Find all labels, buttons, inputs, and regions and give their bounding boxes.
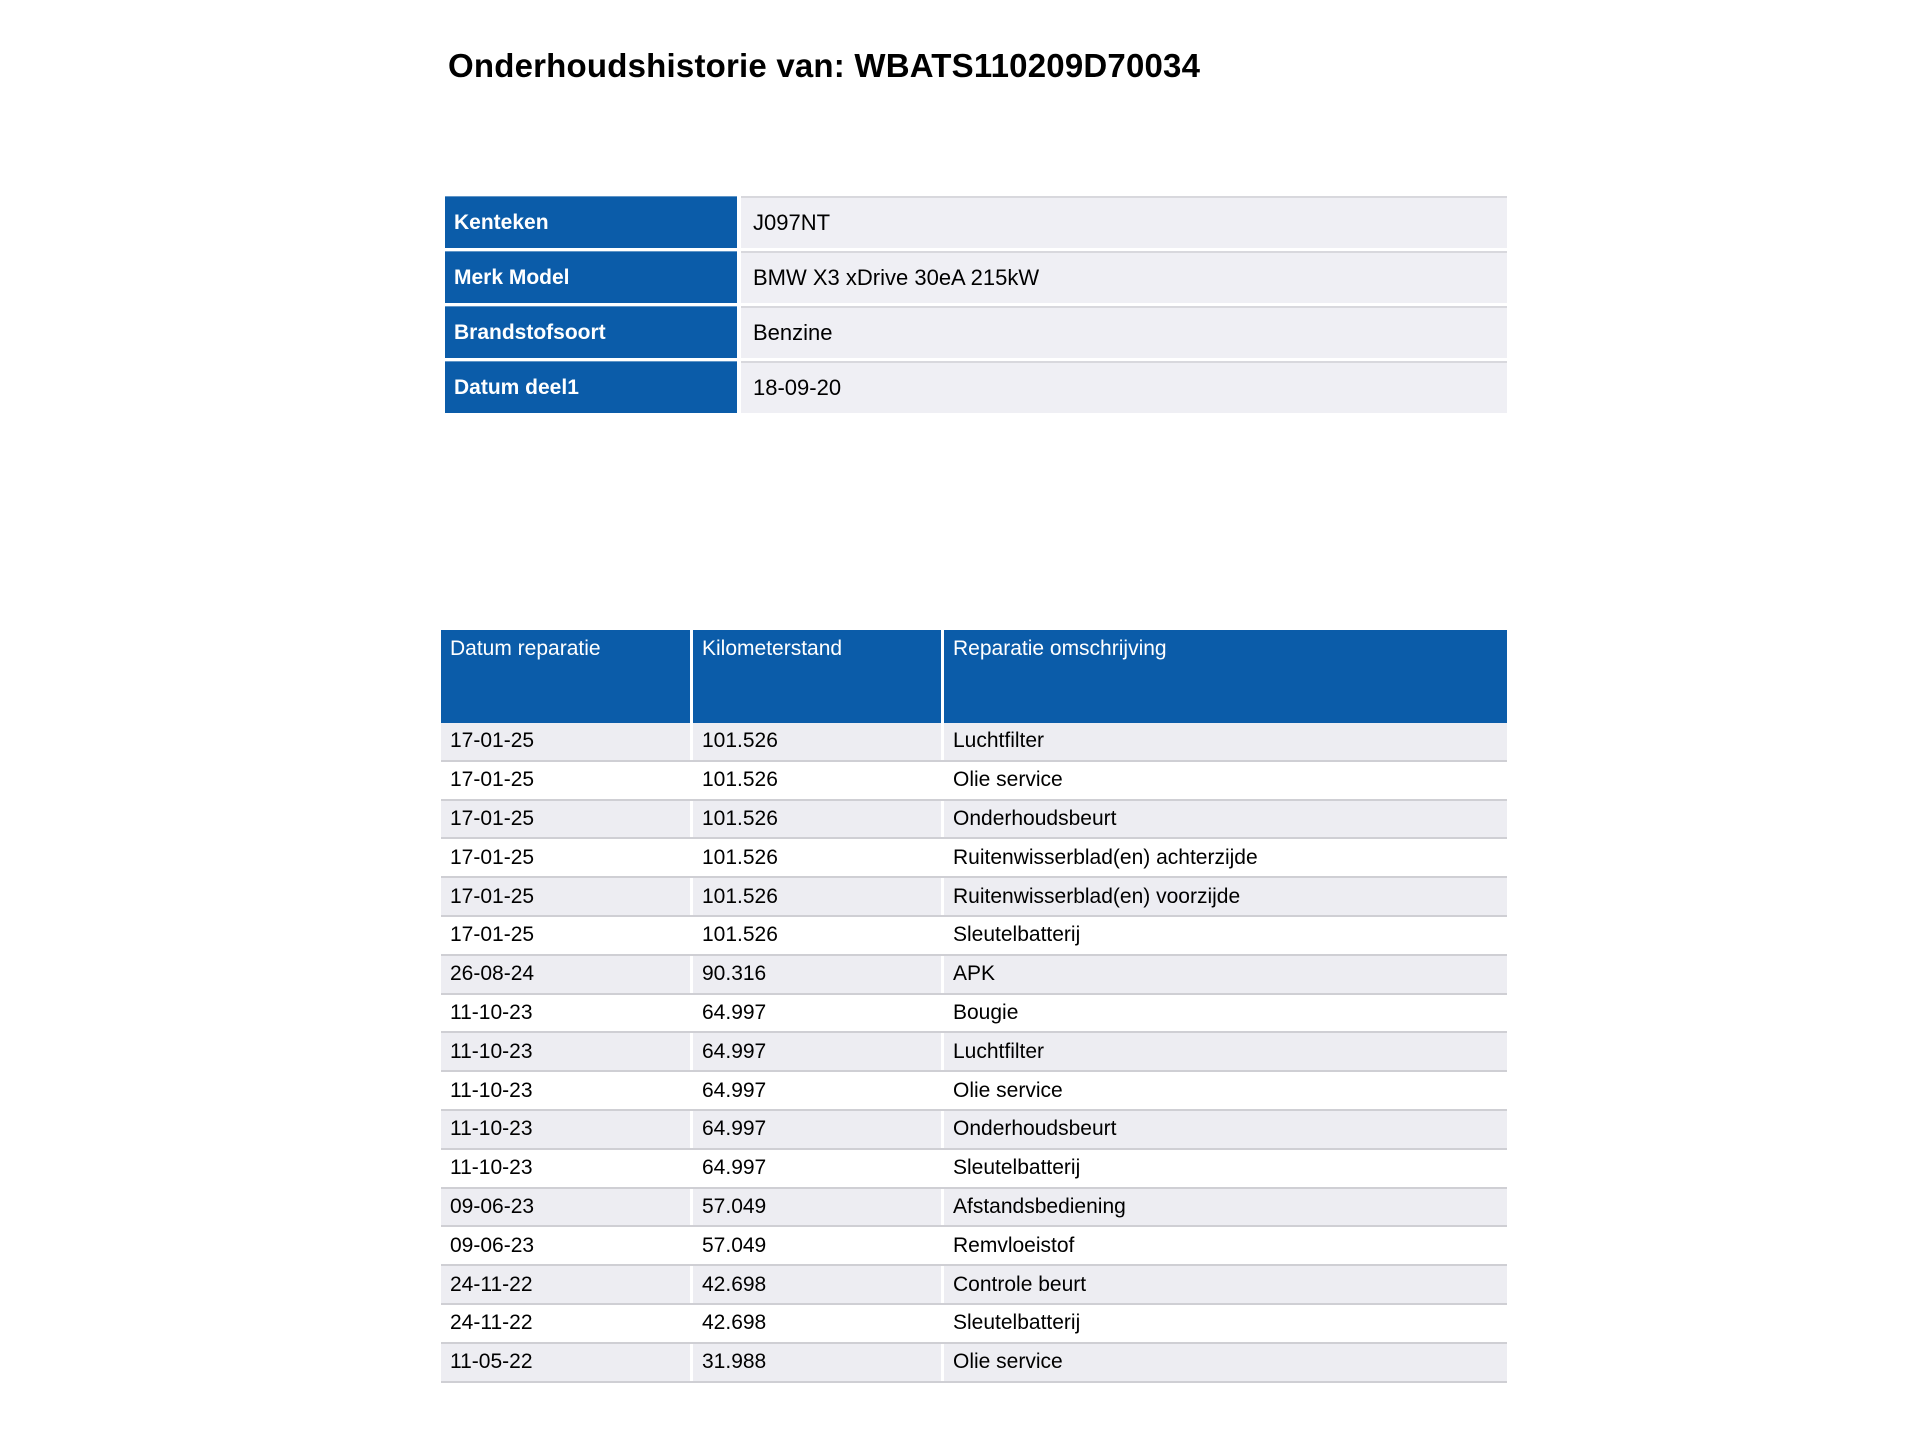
cell-date: 17-01-25	[441, 801, 690, 838]
table-row	[441, 1344, 1507, 1383]
cell-date: 17-01-25	[441, 917, 690, 954]
cell-date: 17-01-25	[441, 839, 690, 876]
info-value-datum-deel1: 18-09-20	[741, 361, 1507, 413]
cell-km: 42.698	[693, 1266, 941, 1303]
table-row	[441, 762, 1507, 801]
cell-date: 11-10-23	[441, 1150, 690, 1187]
table-row	[441, 839, 1507, 878]
cell-date: 11-10-23	[441, 1072, 690, 1109]
info-value-merk-model: BMW X3 xDrive 30eA 215kW	[741, 251, 1507, 303]
cell-description: Ruitenwisserblad(en) achterzijde	[944, 839, 1507, 876]
column-header-reparatie-omschrijving: Reparatie omschrijving	[944, 630, 1507, 723]
maintenance-history-table	[441, 630, 1507, 1383]
table-row	[441, 917, 1507, 956]
cell-description: Onderhoudsbeurt	[944, 801, 1507, 838]
table-row	[441, 995, 1507, 1034]
cell-description: Sleutelbatterij	[944, 917, 1507, 954]
cell-date: 11-10-23	[441, 1033, 690, 1070]
cell-km: 101.526	[693, 801, 941, 838]
cell-date: 11-10-23	[441, 995, 690, 1032]
table-row	[441, 1150, 1507, 1189]
cell-km: 57.049	[693, 1227, 941, 1264]
cell-date: 24-11-22	[441, 1305, 690, 1342]
cell-description: Bougie	[944, 995, 1507, 1032]
table-row	[441, 723, 1507, 762]
cell-description: Afstandsbediening	[944, 1189, 1507, 1226]
cell-km: 64.997	[693, 1150, 941, 1187]
cell-date: 17-01-25	[441, 878, 690, 915]
cell-description: Olie service	[944, 762, 1507, 799]
cell-date: 24-11-22	[441, 1266, 690, 1303]
cell-date: 09-06-23	[441, 1189, 690, 1226]
cell-km: 101.526	[693, 878, 941, 915]
history-rows	[441, 723, 1507, 1383]
info-value-brandstofsoort: Benzine	[741, 306, 1507, 358]
cell-description: Sleutelbatterij	[944, 1305, 1507, 1342]
cell-km: 57.049	[693, 1189, 941, 1226]
cell-date: 17-01-25	[441, 762, 690, 799]
table-row	[441, 1072, 1507, 1111]
vehicle-info-table	[445, 196, 1507, 413]
table-row	[441, 1227, 1507, 1266]
cell-description: Onderhoudsbeurt	[944, 1111, 1507, 1148]
cell-description: Remvloeistof	[944, 1227, 1507, 1264]
table-row	[441, 801, 1507, 840]
table-row	[441, 1266, 1507, 1305]
cell-description: Luchtfilter	[944, 723, 1507, 760]
table-row	[441, 1189, 1507, 1228]
cell-description: Sleutelbatterij	[944, 1150, 1507, 1187]
cell-date: 11-10-23	[441, 1111, 690, 1148]
table-row	[441, 1033, 1507, 1072]
cell-description: Controle beurt	[944, 1266, 1507, 1303]
info-label-brandstofsoort: Brandstofsoort	[445, 306, 737, 358]
cell-km: 64.997	[693, 1111, 941, 1148]
column-header-kilometerstand: Kilometerstand	[693, 630, 941, 723]
cell-km: 101.526	[693, 917, 941, 954]
cell-km: 64.997	[693, 1072, 941, 1109]
cell-date: 26-08-24	[441, 956, 690, 993]
cell-date: 17-01-25	[441, 723, 690, 760]
table-row	[441, 956, 1507, 995]
cell-description: APK	[944, 956, 1507, 993]
cell-km: 101.526	[693, 723, 941, 760]
history-table-header	[441, 630, 1507, 723]
info-value-kenteken: J097NT	[741, 196, 1507, 248]
table-row	[441, 1111, 1507, 1150]
table-row	[441, 1305, 1507, 1344]
info-label-merk-model: Merk Model	[445, 251, 737, 303]
cell-km: 101.526	[693, 762, 941, 799]
cell-km: 90.316	[693, 956, 941, 993]
cell-km: 64.997	[693, 995, 941, 1032]
column-header-datum-reparatie: Datum reparatie	[441, 630, 690, 723]
cell-description: Olie service	[944, 1072, 1507, 1109]
page-title: Onderhoudshistorie van: WBATS110209D70034	[448, 47, 1201, 85]
info-label-datum-deel1: Datum deel1	[445, 361, 737, 413]
table-row	[441, 878, 1507, 917]
cell-km: 42.698	[693, 1305, 941, 1342]
cell-description: Ruitenwisserblad(en) voorzijde	[944, 878, 1507, 915]
cell-km: 31.988	[693, 1344, 941, 1381]
cell-date: 11-05-22	[441, 1344, 690, 1381]
cell-date: 09-06-23	[441, 1227, 690, 1264]
info-label-kenteken: Kenteken	[445, 196, 737, 248]
cell-description: Olie service	[944, 1344, 1507, 1381]
cell-km: 101.526	[693, 839, 941, 876]
cell-description: Luchtfilter	[944, 1033, 1507, 1070]
cell-km: 64.997	[693, 1033, 941, 1070]
